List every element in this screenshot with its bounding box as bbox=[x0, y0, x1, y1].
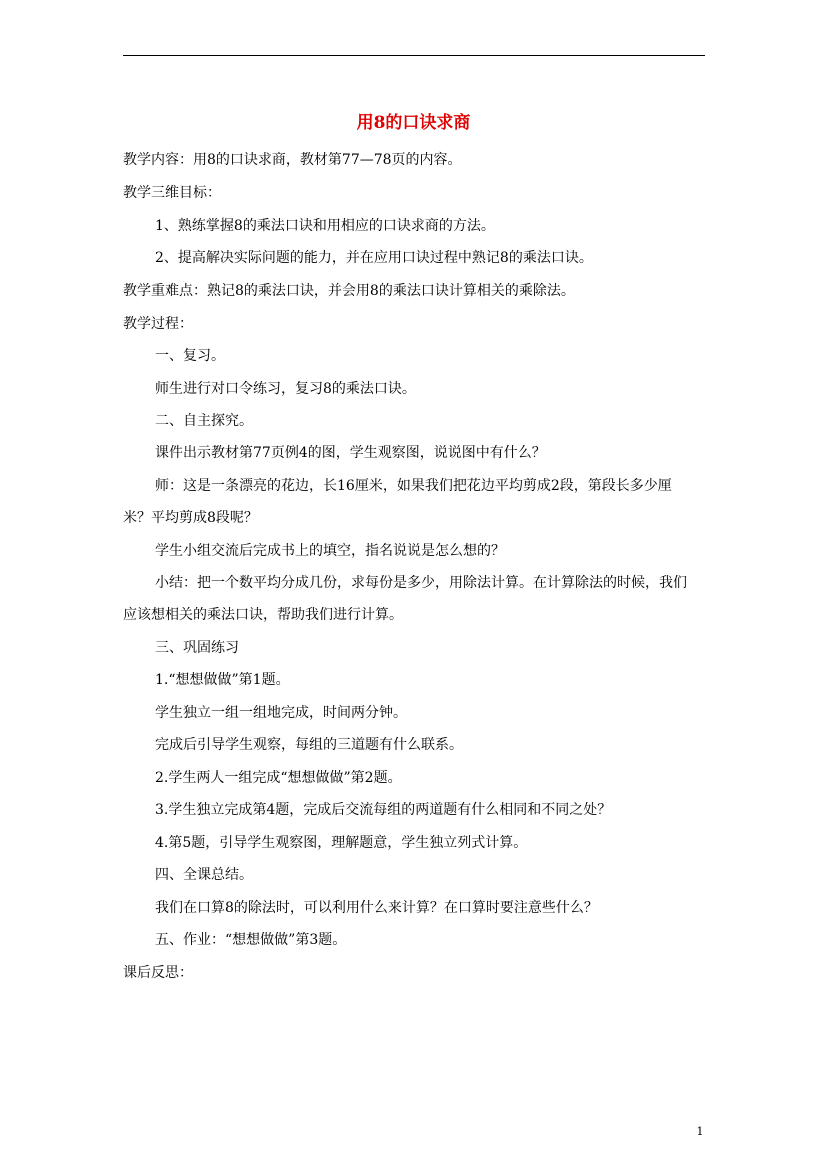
summary-line-2: 应该想相关的乘法口诀，帮助我们进行计算。 bbox=[123, 607, 403, 623]
page-number: 1 bbox=[696, 1125, 704, 1138]
practice-item-1-detail-b: 完成后引导学生观察，每组的三道题有什么联系。 bbox=[155, 737, 463, 753]
explore-text: 课件出示教材第77页例4的图，学生观察图，说说图中有什么？ bbox=[155, 445, 546, 461]
teaching-content: 教学内容：用8的口诀求商，教材第77—78页的内容。 bbox=[123, 152, 462, 168]
practice-item-3: 3.学生独立完成第4题，完成后交流每组的两道题有什么相同和不同之处？ bbox=[155, 802, 612, 818]
review-heading: 一、复习。 bbox=[155, 348, 225, 364]
key-points: 教学重难点：熟记8的乘法口诀，并会用8的乘法口诀计算相关的乘除法。 bbox=[123, 283, 575, 299]
wrapup-heading: 四、全课总结。 bbox=[155, 867, 253, 883]
reflection-heading: 课后反思： bbox=[123, 965, 193, 981]
teacher-question-line-1: 师：这是一条漂亮的花边，长16厘米，如果我们把花边平均剪成2段，第段长多少厘 bbox=[155, 478, 672, 494]
goal-item-1: 1、熟练掌握8的乘法口诀和用相应的口诀求商的方法。 bbox=[155, 218, 495, 234]
goal-item-2: 2、提高解决实际问题的能力，并在应用口诀过程中熟记8的乘法口诀。 bbox=[155, 250, 593, 266]
teacher-question-line-2: 米？平均剪成8段呢？ bbox=[123, 510, 258, 526]
practice-item-2: 2.学生两人一组完成“想想做做”第2题。 bbox=[155, 770, 402, 786]
review-text: 师生进行对口令练习，复习8的乘法口诀。 bbox=[155, 381, 416, 397]
document-title: 用8的口诀求商 bbox=[356, 113, 471, 133]
goals-heading: 教学三维目标： bbox=[123, 185, 221, 201]
process-heading: 教学过程： bbox=[123, 316, 193, 332]
header-rule bbox=[123, 55, 705, 56]
group-discussion-text: 学生小组交流后完成书上的填空，指名说说是怎么想的？ bbox=[155, 543, 505, 559]
summary-line-1: 小结：把一个数平均分成几份，求每份是多少，用除法计算。在计算除法的时候，我们 bbox=[155, 575, 687, 591]
practice-item-1: 1.“想想做做”第1题。 bbox=[155, 672, 290, 688]
wrapup-text: 我们在口算8的除法时，可以利用什么来计算？在口算时要注意些什么？ bbox=[155, 900, 598, 916]
homework-line: 五、作业：“想想做做”第3题。 bbox=[155, 932, 347, 948]
practice-item-1-detail-a: 学生独立一组一组地完成，时间两分钟。 bbox=[155, 705, 407, 721]
practice-heading: 三、巩固练习 bbox=[155, 640, 239, 656]
explore-heading: 二、自主探究。 bbox=[155, 413, 253, 429]
practice-item-4: 4.第5题，引导学生观察图，理解题意，学生独立列式计算。 bbox=[155, 835, 528, 851]
